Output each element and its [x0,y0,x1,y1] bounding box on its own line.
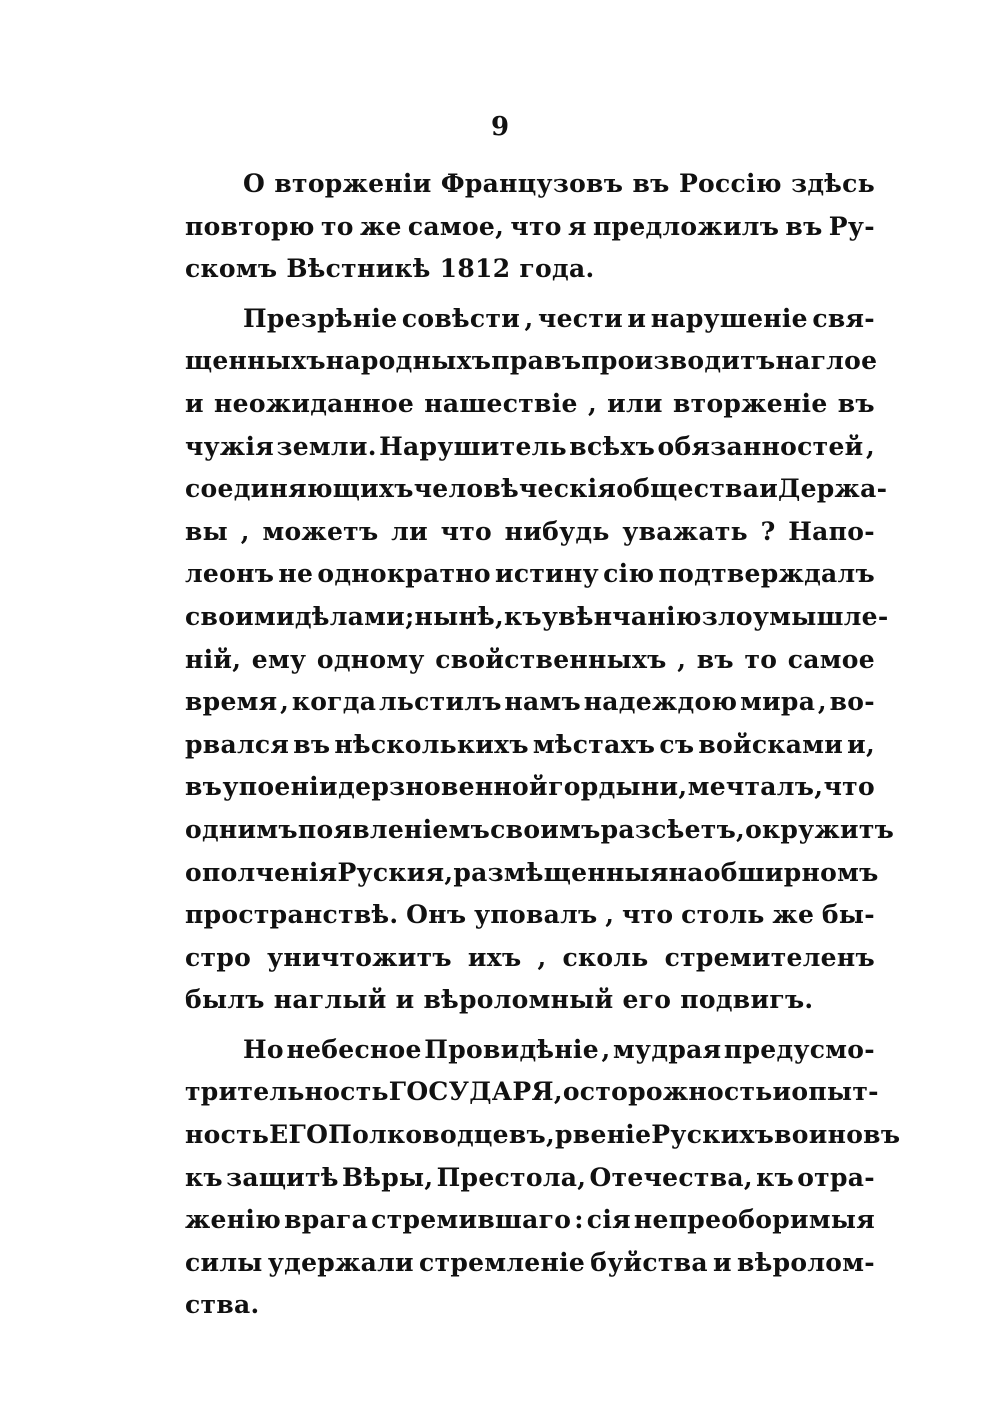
word: подтверждалъ [658,559,875,589]
word: нынѣ, [414,601,504,631]
word: что [622,900,674,930]
word: бы- [821,900,875,930]
word: человѣческія [413,474,617,504]
word: ли [391,516,428,546]
word: мѣстахъ [532,729,656,759]
word: Но [243,1034,284,1064]
word: Французовъ [440,169,624,198]
text-line [185,383,875,426]
word: воиновъ [774,1120,901,1150]
word: не [278,559,314,589]
word: дерзновенной [338,772,548,802]
word: къ [504,601,542,631]
word: Ру- [828,211,875,241]
text-line [185,1242,875,1285]
word: рвался [185,729,290,759]
word: мудрая [613,1034,722,1064]
word: щенныхъ [185,346,326,376]
word: что [440,516,492,546]
word: и [772,1077,792,1107]
text-line [185,596,889,639]
word: предусмо- [723,1034,875,1064]
text-line [185,937,875,980]
word: войсками [698,729,844,759]
word: нѣсколькихъ [334,729,529,759]
word: Напо- [788,516,875,546]
word: стро [185,942,252,972]
word: во- [829,687,875,717]
text-line [185,163,875,206]
word: ихъ [467,942,522,972]
word: неожиданное [214,388,415,418]
word: общества [616,474,760,504]
word: народныхъ [325,346,492,376]
word: свойственныхъ [435,644,667,674]
word: Держа- [778,474,888,504]
word: буйства [590,1247,708,1277]
text-line [185,681,875,724]
paragraph-gap [185,291,875,298]
word: однократно [317,559,491,589]
text-line [185,298,875,341]
word: Руския [337,857,445,887]
word: : [574,1205,584,1235]
word: Онъ [406,900,467,930]
text-line [185,639,875,682]
word: Нарушитель [379,431,567,461]
word: гордыни, [548,772,688,802]
word: Полководцевъ, [328,1120,556,1150]
word: разсѣетъ, [600,814,746,844]
word: , [524,303,534,333]
word: въ [293,729,331,759]
word: дѣлами [294,601,406,631]
word: самое [787,644,875,674]
word: ополченія [185,857,338,887]
word: ? [760,516,776,546]
word: Вѣры, [341,1162,434,1192]
word: правъ [491,346,582,376]
word: , [537,942,547,972]
word: непреоборимыя [633,1205,875,1235]
word: женію [185,1205,282,1235]
word: , [677,644,687,674]
word: же [359,211,402,241]
text-line [185,894,875,937]
word: истину [495,559,599,589]
word: Отечества, [589,1162,753,1192]
word: стремленіе [419,1247,586,1277]
word: стремившаго [371,1205,572,1235]
text-line [185,1157,875,1200]
word: совѣсти [401,303,521,333]
word: въ [837,388,875,418]
word: вѣролом- [737,1247,875,1277]
word: уничтожитъ [267,942,452,972]
text-line [185,553,875,596]
word: , [240,516,250,546]
word: ЕГО [269,1120,329,1150]
text-line [185,1071,879,1114]
word: чести [538,303,623,333]
word: соединяющихъ [185,474,414,504]
paragraph-gap [185,1022,875,1029]
word: окружитъ [745,814,895,844]
word: столь [681,900,765,930]
word: Рускихъ [651,1120,775,1150]
word: что [823,772,875,802]
word: къ [185,1162,223,1192]
word: увѣнчанію [541,601,702,631]
word: уважать [622,516,748,546]
word: ; [405,601,415,631]
word: то [320,211,354,241]
word: съ [659,729,695,759]
word: , [280,687,290,717]
text-line [185,1199,875,1242]
word: вы [185,516,229,546]
word: повторю [185,211,315,241]
text-line [185,426,875,469]
text-line [185,206,875,249]
word: , [587,388,597,418]
word: обширномъ [703,857,879,887]
word: намъ [504,687,581,717]
text-line [185,724,875,767]
word: и [713,1247,732,1277]
word: пространствѣ. [185,900,399,930]
word: размѣщенныя [453,857,669,887]
word: наглое [775,346,878,376]
word: всѣхъ [569,431,656,461]
word: чужія [185,431,275,461]
word: однимъ [185,814,298,844]
text-line: былъ наглый и вѣроломный его подвигъ. [185,985,814,1015]
word: вторженіи [274,169,432,198]
word: трительность [185,1077,389,1107]
word: можетъ [262,516,379,546]
word: силы [185,1247,263,1277]
word: я [567,211,587,241]
word: удержали [267,1247,414,1277]
text-line: скомъ Вѣстникѣ 1812 года. [185,254,595,284]
body-text [185,163,901,1327]
word: появленіемъ [297,814,491,844]
word: злоумышле- [701,601,889,631]
word: рвеніе [555,1120,652,1150]
word: мира [740,687,816,717]
word: предложилъ [592,211,780,241]
word: производитъ [581,346,776,376]
word: на [668,857,704,887]
word: уповалъ [474,900,598,930]
word: и [627,303,647,333]
word: ему [251,644,307,674]
word: нибудь [504,516,610,546]
word: льстилъ [378,687,502,717]
word: О [243,169,266,198]
word: и [185,388,204,418]
word: къ [756,1162,794,1192]
word: защитѣ [226,1162,339,1192]
word: или [607,388,663,418]
word: свя- [812,303,875,333]
word: когда [291,687,377,717]
word: опыт- [791,1077,879,1107]
word: , [605,900,615,930]
text-line [185,1114,901,1157]
word: ность [185,1120,270,1150]
text-line [185,1029,875,1072]
word: врага [284,1205,369,1235]
word: , [865,431,875,461]
text-line: ства. [185,1290,260,1320]
text-line [185,340,878,383]
page-number: 9 [490,112,510,142]
text-line [185,852,879,895]
word: одному [316,644,425,674]
word: въ [185,772,223,802]
text-line [185,809,895,852]
word: Провидѣніе [424,1034,599,1064]
word: Презрѣніе [243,303,398,333]
word: своими [185,601,295,631]
word: земли. [276,431,377,461]
word: вторженіе [672,388,828,418]
word: и [759,474,779,504]
word: то [744,644,778,674]
word: въ [632,169,670,198]
text-line [185,511,875,554]
word: Россію [678,169,782,198]
word: обязанностей [657,431,864,461]
word: въ [785,211,823,241]
word: осторожность [562,1077,773,1107]
word: сколь [562,942,649,972]
word: упоеніи [222,772,338,802]
word: , [817,687,827,717]
word: ГОСУДАРЯ, [388,1077,563,1107]
word: надеждою [583,687,738,717]
word: Престола, [436,1162,587,1192]
word: и, [847,729,875,759]
word: же [772,900,815,930]
word: ній, [185,644,242,674]
word: время [185,687,278,717]
word: , [444,857,454,887]
text-line [185,468,888,511]
word: сію [603,559,655,589]
word: леонъ [185,559,275,589]
word: мечталъ, [687,772,824,802]
word: въ [696,644,734,674]
word: самое, [407,211,505,241]
word: стремителенъ [664,942,875,972]
text-line [185,766,875,809]
word: нашествіе [424,388,578,418]
word: отра- [797,1162,875,1192]
word: сія [586,1205,631,1235]
word: нарушеніе [650,303,808,333]
word: своимъ [490,814,601,844]
word: здѣсь [791,169,875,198]
word: что [510,211,562,241]
word: небесное [286,1034,422,1064]
word: , [601,1034,611,1064]
